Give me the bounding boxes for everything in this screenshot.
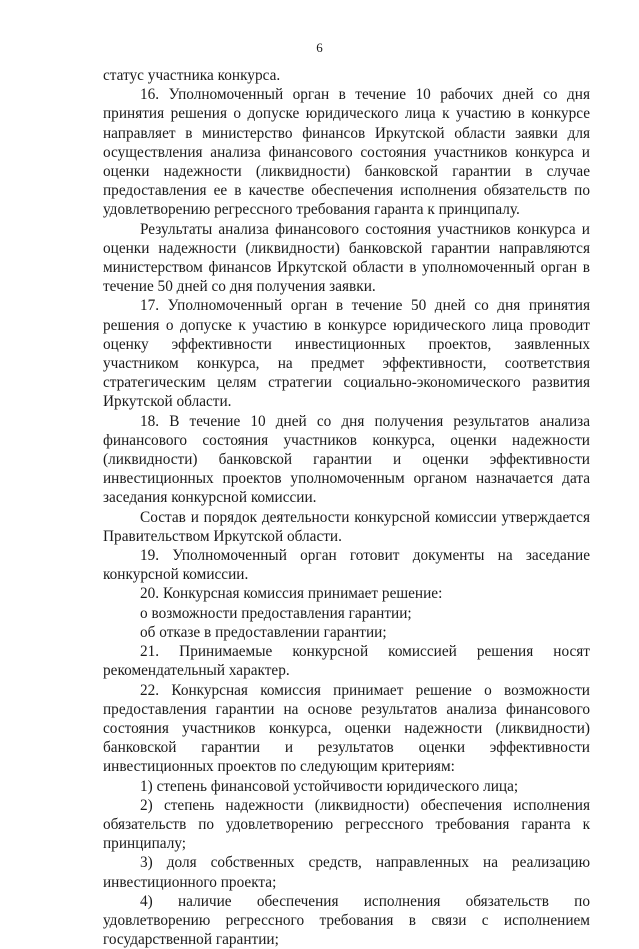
page-number: 6 — [316, 40, 323, 55]
paragraph-clause-22: 22. Конкурсная комиссия принимает решение о возможности предоставления гарантии на основе результатов анализа финансового состояния участников конкурса, оценки надежности (ликвидности) банковской гарантии и результатов оценки эффективности инвестиционных проектов по следующим критериям: — [103, 681, 590, 776]
paragraph-commission-composition: Состав и порядок деятельности конкурсной комиссии утверждается Правительством Иркутской области. — [103, 508, 590, 545]
document-body — [103, 66, 590, 949]
paragraph-decision-refuse: об отказе в предоставлении гарантии; — [140, 623, 387, 641]
paragraph-clause-16: 16. Уполномоченный орган в течение 10 рабочих дней со дня принятия решения о допуске юридического лица к участию в конкурсе направляет в министерство финансов Иркутской области заявки для осуществления анализа финансового состояния участников конкурса и оценки надежности (ликвидности) банковской гарантии в случае предоставления ее в качестве обеспечения исполнения обязательств по удовлетворению регрессного требования гаранта к принципалу. — [103, 86, 590, 219]
paragraph-decision-grant: о возможности предоставления гарантии; — [140, 604, 412, 622]
paragraph-analysis-results: Результаты анализа финансового состояния участников конкурса и оценки надежности (ликвидности) банковской гарантии направляются министерством финансов Иркутской области в уполномоченный орган в течение 50 дней со дня получения заявки. — [103, 220, 590, 296]
paragraph-criterion-4: 4) наличие обеспечения исполнения обязательств по удовлетворению регрессного требования в связи с исполнением государственной гарантии; — [103, 892, 590, 949]
paragraph-clause-18: 18. В течение 10 дней со дня получения результатов анализа финансового состояния участников конкурса, оценки надежности (ликвидности) банковской гарантии и оценки эффективности инвестиционных проектов уполномоченным органом назначается дата заседания конкурсной комиссии. — [103, 412, 590, 507]
paragraph-clause-21: 21. Принимаемые конкурсной комиссией решения носят рекомендательный характер. — [103, 643, 590, 680]
paragraph-criterion-3: 3) доля собственных средств, направленных на реализацию инвестиционного проекта; — [103, 854, 590, 891]
paragraph-clause-17: 17. Уполномоченный орган в течение 50 дней со дня принятия решения о допуске к участию в конкурсе юридического лица проводит оценку эффективности инвестиционных проектов, заявленных участником конкурса, на предмет эффективности, соответствия стратегическим целям стратегии социально-экономического развития Иркутской области. — [103, 297, 590, 411]
paragraph-continuation: статус участника конкурса. — [103, 67, 281, 84]
paragraph-criterion-2: 2) степень надежности (ликвидности) обеспечения исполнения обязательств по удовлетворению регрессного требования гаранта к принципалу; — [103, 796, 590, 853]
paragraph-clause-19: 19. Уполномоченный орган готовит документы на заседание конкурсной комиссии. — [103, 547, 590, 584]
paragraph-clause-20: 20. Конкурсная комиссия принимает решение: — [140, 585, 443, 603]
paragraph-criterion-1: 1) степень финансовой устойчивости юридического лица; — [140, 777, 519, 795]
